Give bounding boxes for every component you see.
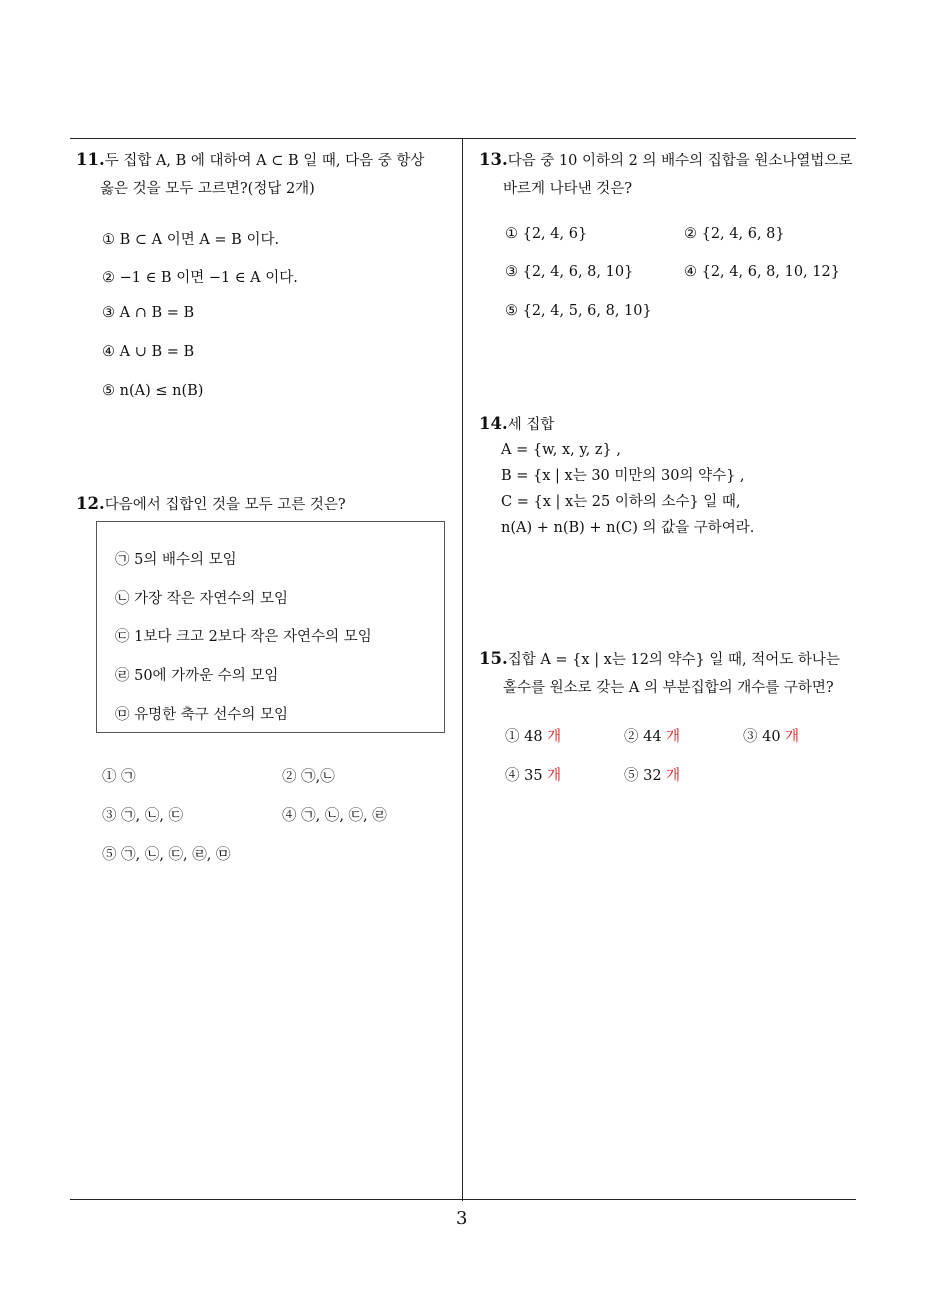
question-15 (479, 645, 863, 702)
answer-option-5[interactable]: ⑤ n(A) ≤ n(B) (102, 383, 204, 399)
option-unit: 개 (547, 768, 562, 784)
answer-option-4[interactable] (505, 764, 561, 785)
answer-option-5[interactable]: ⑤ ㉠, ㉡, ㉢, ㉣, ㉤ (102, 847, 231, 863)
question-number: 12. (76, 494, 105, 513)
box-item-3: ㉢ 1보다 크고 2보다 작은 자연수의 모임 (115, 629, 372, 645)
question-number: 14. (479, 414, 508, 433)
option-label: ② 44 (624, 729, 662, 745)
question-11 (76, 146, 460, 203)
question-text: 바르게 나타낸 것은? (503, 181, 633, 197)
top-rule (70, 138, 856, 139)
answer-option-2[interactable]: ② ㉠,㉡ (282, 769, 335, 785)
option-label: ⑤ 32 (624, 768, 662, 784)
box-item-1: ㉠ 5의 배수의 모임 (115, 552, 237, 568)
answer-option-3[interactable]: ③ ㉠, ㉡, ㉢ (102, 808, 184, 824)
answer-option-2[interactable]: ② −1 ∈ B 이면 −1 ∈ A 이다. (102, 270, 298, 286)
box-item-4: ㉣ 50에 가까운 수의 모임 (115, 668, 279, 684)
set-b-definition: B = {x | x는 30 미만의 30의 약수} , (501, 468, 745, 484)
option-unit: 개 (666, 768, 681, 784)
question-text: 두 집합 A, B 에 대하여 A ⊂ B 일 때, 다음 중 항상 (104, 153, 425, 169)
set-c-definition: C = {x | x는 25 이하의 소수} 일 때, (501, 494, 741, 510)
question-14 (479, 410, 863, 439)
set-a-definition: A = {w, x, y, z} , (501, 442, 621, 458)
answer-option-4[interactable]: ④ A ∪ B = B (102, 344, 195, 360)
page-number: 3 (456, 1208, 468, 1229)
bottom-rule (70, 1199, 856, 1200)
question-number: 13. (479, 150, 508, 169)
question-13 (479, 146, 863, 203)
choices-box (96, 521, 445, 733)
question-text: 다음 중 10 이하의 2 의 배수의 집합을 원소나열법으로 (507, 153, 853, 169)
option-label: ① 48 (505, 729, 543, 745)
answer-option-3[interactable] (743, 725, 799, 746)
question-text: 집합 A = {x | x는 12의 약수} 일 때, 적어도 하나는 (507, 652, 840, 668)
box-item-2: ㉡ 가장 작은 자연수의 모임 (115, 591, 289, 607)
option-unit: 개 (547, 729, 562, 745)
answer-option-2[interactable] (624, 725, 680, 746)
question-number: 11. (76, 150, 105, 169)
question-text: 다음에서 집합인 것을 모두 고른 것은? (104, 497, 346, 513)
column-divider (462, 139, 463, 1201)
question-number: 15. (479, 649, 508, 668)
question-prompt: n(A) + n(B) + n(C) 의 값을 구하여라. (501, 520, 755, 536)
answer-option-1[interactable]: ① ㉠ (102, 769, 136, 785)
answer-option-1[interactable] (505, 725, 561, 746)
answer-option-3[interactable]: ③ {2, 4, 6, 8, 10} (505, 264, 634, 280)
answer-option-3[interactable]: ③ A ∩ B = B (102, 305, 195, 321)
answer-option-5[interactable] (624, 764, 680, 785)
option-unit: 개 (666, 729, 681, 745)
answer-option-1[interactable]: ① B ⊂ A 이면 A = B 이다. (102, 232, 280, 248)
answer-option-2[interactable]: ② {2, 4, 6, 8} (684, 226, 785, 242)
option-label: ④ 35 (505, 768, 543, 784)
question-12 (76, 490, 460, 519)
question-text: 세 집합 (507, 417, 555, 433)
answer-option-1[interactable]: ① {2, 4, 6} (505, 226, 588, 242)
answer-option-4[interactable]: ④ {2, 4, 6, 8, 10, 12} (684, 264, 840, 280)
answer-option-5[interactable]: ⑤ {2, 4, 5, 6, 8, 10} (505, 303, 652, 319)
option-unit: 개 (785, 729, 800, 745)
question-text: 옳은 것을 모두 고르면?(정답 2개) (100, 181, 315, 197)
question-text: 홀수를 원소로 갖는 A 의 부분집합의 개수를 구하면? (503, 680, 834, 696)
box-item-5: ㉤ 유명한 축구 선수의 모임 (115, 707, 289, 723)
option-label: ③ 40 (743, 729, 781, 745)
answer-option-4[interactable]: ④ ㉠, ㉡, ㉢, ㉣ (282, 808, 387, 824)
